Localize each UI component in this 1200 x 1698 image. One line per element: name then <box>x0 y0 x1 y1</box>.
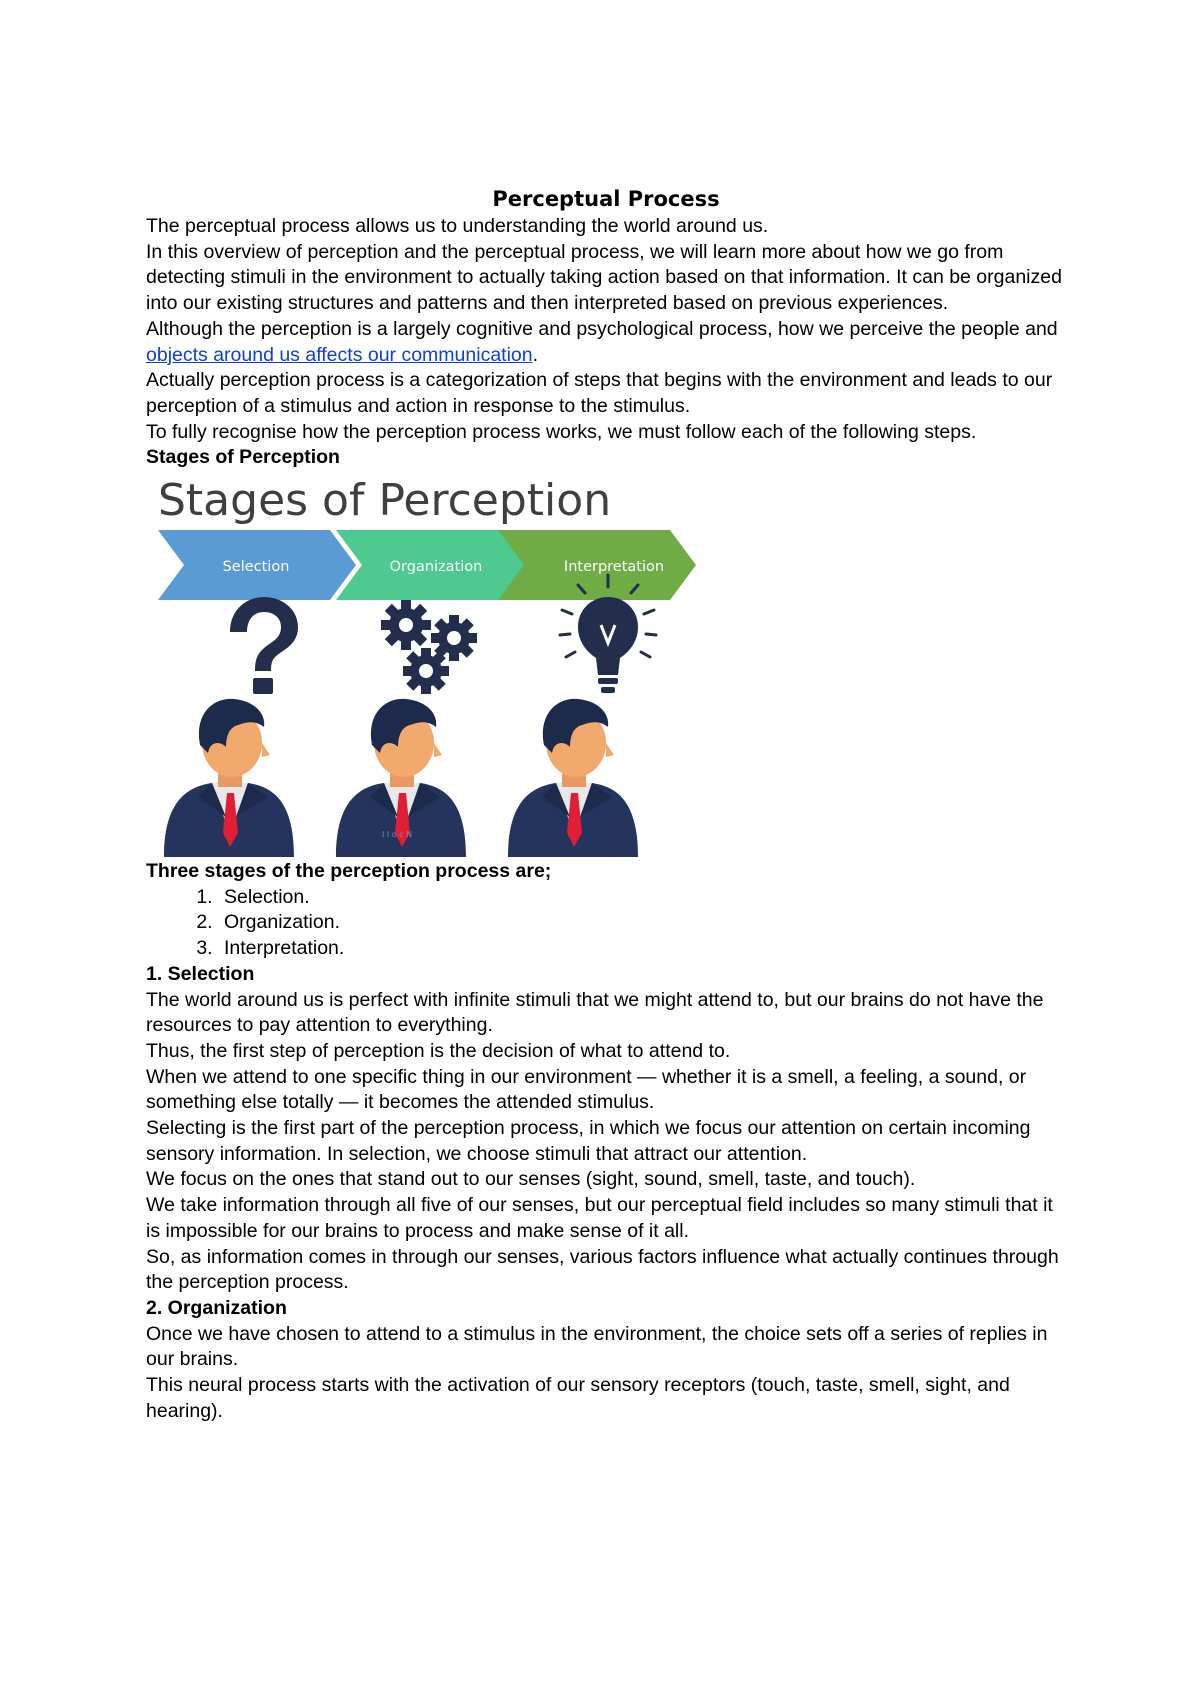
figure-title: Stages of Perception <box>158 475 612 527</box>
intro-paragraph-2: In this overview of perception and the perceptual process, we will learn more about how we go from detecting stimuli in the environment to actually taking action based on that information. It can be organized into our existing structures and patterns and then interpreted based on previous experiences. <box>146 240 1062 315</box>
intro-paragraph-4: To fully recognise how the perception process works, we must follow each of the following steps. <box>146 420 977 443</box>
selection-paragraph-1: The world around us is perfect with infinite stimuli that we might attend to, but our brains do not have the resources to pay attention to everything. <box>146 988 1044 1037</box>
stages-list <box>146 885 1066 962</box>
selection-paragraph-5: We focus on the ones that stand out to our senses (sight, sound, smell, taste, and touch). <box>146 1168 916 1191</box>
list-item: 1. Selection. <box>218 885 1066 911</box>
chevron-label-selection: Selection <box>222 559 290 576</box>
document-page <box>146 186 1066 1425</box>
communication-paragraph <box>146 317 1066 368</box>
intro-paragraph-3: Actually perception process is a categorization of steps that begins with the environment and leads to our perception of a stimulus and action in response to the stimulus. <box>146 369 1053 417</box>
organization-heading: 2. Organization <box>146 1296 287 1319</box>
selection-heading: 1. Selection <box>146 962 255 985</box>
organization-paragraph-1: Once we have chosen to attend to a stimulus in the environment, the choice sets off a series of replies in our brains. <box>146 1322 1048 1371</box>
question-mark-icon <box>230 597 298 694</box>
communication-link[interactable]: objects around us affects our communication <box>146 343 533 366</box>
chevron-label-interpretation: Interpretation <box>563 559 665 576</box>
organization-paragraph-2: This neural process starts with the activation of our sensory receptors (touch, taste, smell, sight, and hearing). <box>146 1374 1010 1422</box>
list-item: 3. Interpretation. <box>218 936 1066 962</box>
stages-of-perception-figure <box>146 475 706 857</box>
selection-paragraph-3: When we attend to one specific thing in our environment — whether it is a smell, a feeling, a sound, or something else totally — it becomes the attended stimulus. <box>146 1065 1027 1114</box>
stages-heading: Stages of Perception <box>146 446 340 469</box>
businessman-avatar-selection <box>164 699 294 857</box>
selection-paragraph-6: We take information through all five of our senses, but our perceptual field includes so many stimuli that it is impossible for our brains to process and make sense of it all. <box>146 1194 1053 1242</box>
businessman-avatar-interpretation <box>508 699 638 857</box>
three-stages-heading: Three stages of the perception process are; <box>146 860 552 883</box>
selection-paragraph-7: So, as information comes in through our senses, various factors influence what actually continues through the perception process. <box>146 1245 1059 1294</box>
intro-paragraph-1: The perceptual process allows us to understanding the world around us. <box>146 215 769 237</box>
gears-icon <box>381 600 477 694</box>
document-title: Perceptual Process <box>492 187 720 211</box>
list-item: 2. Organization. <box>218 910 1066 936</box>
figure-watermark: I I o c N <box>382 830 413 840</box>
businessman-avatar-organization <box>336 699 466 857</box>
communication-text: Although the perception is a largely cognitive and psychological process, how we perceive the people and <box>146 317 1058 340</box>
selection-paragraph-2: Thus, the first step of perception is the decision of what to attend to. <box>146 1039 731 1062</box>
communication-period: . <box>532 343 539 366</box>
selection-paragraph-4: Selecting is the first part of the perception process, in which we focus our attention on certain incoming sensory information. In selection, we choose stimuli that attract our attention. <box>146 1117 1031 1165</box>
chevron-label-organization: Organization <box>389 559 483 576</box>
